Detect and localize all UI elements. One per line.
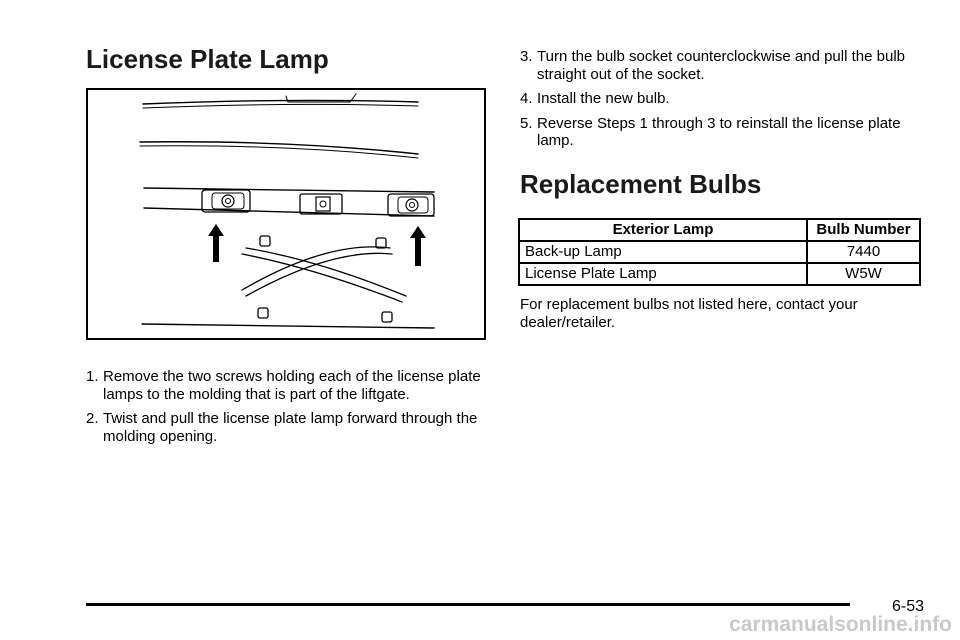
column-header-bulb-number: Bulb Number — [807, 219, 920, 241]
replacement-note: For replacement bulbs not listed here, contact your dealer/retailer. — [520, 296, 858, 331]
list-item — [520, 90, 925, 108]
license-plate-lamp-illustration — [86, 88, 486, 340]
table-row — [519, 263, 920, 285]
table-cell-lamp: Back-up Lamp — [519, 241, 807, 263]
step-number: 1. — [86, 368, 99, 385]
liftgate-diagram — [88, 90, 484, 338]
section-heading-license-plate-lamp: License Plate Lamp — [86, 44, 329, 74]
instruction-steps-left — [86, 368, 491, 452]
replacement-bulbs-table — [518, 218, 921, 286]
footer-rule — [86, 603, 850, 606]
table-cell-lamp: License Plate Lamp — [519, 263, 807, 285]
step-number: 4. — [520, 90, 533, 107]
step-number: 2. — [86, 410, 99, 427]
section-heading-replacement-bulbs: Replacement Bulbs — [520, 169, 762, 199]
list-item — [520, 115, 925, 150]
list-item — [520, 48, 925, 83]
step-number: 5. — [520, 114, 533, 132]
watermark: carmanualsonline.info — [729, 613, 952, 636]
column-header-exterior-lamp: Exterior Lamp — [519, 219, 807, 241]
page-number: 6-53 — [892, 598, 925, 615]
table-header-row — [519, 219, 920, 241]
step-text: Turn the bulb socket counterclockwise and pull the bulb straight out of the socket. — [537, 48, 905, 83]
table-cell-bulb-number: W5W — [807, 263, 920, 285]
table-row — [519, 241, 920, 263]
step-text: Remove the two screws holding each of the license plate lamps to the molding that is part of the liftgate. — [103, 368, 481, 403]
step-text: Reverse Steps 1 through 3 to reinstall the license plate lamp. — [537, 114, 901, 149]
step-number: 3. — [520, 48, 533, 65]
list-item — [86, 368, 491, 403]
step-text: Twist and pull the license plate lamp forward through the molding opening. — [103, 410, 478, 445]
table-cell-bulb-number: 7440 — [807, 241, 920, 263]
instruction-steps-right — [520, 48, 925, 157]
step-text: Install the new bulb. — [537, 90, 670, 107]
list-item — [86, 410, 491, 445]
